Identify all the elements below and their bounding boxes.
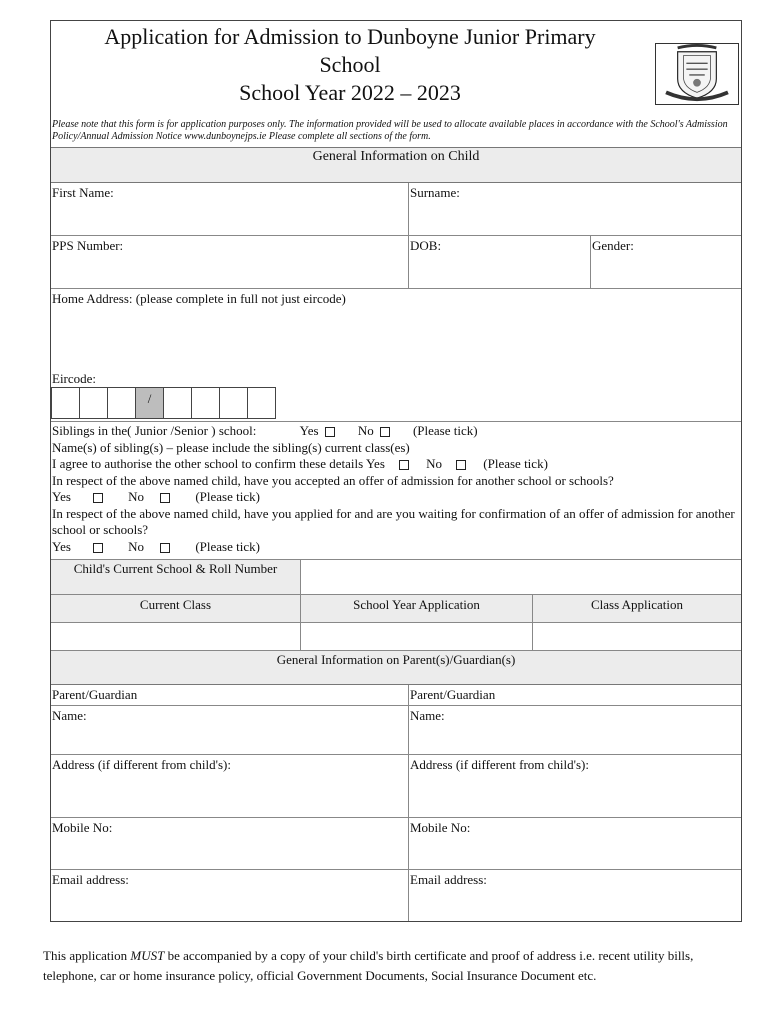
eircode-box[interactable]	[107, 387, 136, 419]
parent2-name-field[interactable]	[408, 706, 741, 754]
parent1-name-field[interactable]	[51, 706, 408, 754]
child-section-heading: General Information on Child	[51, 147, 741, 183]
siblings-no-label: No	[357, 423, 374, 438]
siblings-label: Siblings in the( Junior /Senior ) school:	[52, 423, 257, 438]
accepted-yes-label: Yes	[52, 489, 71, 504]
parent1-mobile-label: Mobile No:	[52, 820, 113, 835]
gender-label: Gender:	[592, 238, 634, 253]
class-values-row	[51, 623, 741, 651]
accepted-no-label: No	[128, 489, 145, 504]
waiting-offer-question: In respect of the above named child, have you applied for and are you waiting for confirmation of an offer of admission for another school or schools?	[52, 505, 735, 537]
parent-mobile-row	[51, 818, 741, 870]
eircode-separator: /	[135, 387, 164, 419]
please-tick-note: (Please tick)	[483, 456, 548, 471]
home-address-field[interactable]	[51, 289, 741, 369]
title-line-1: Application for Admission to Dunboyne Junior Primary	[104, 24, 596, 49]
accepted-yes-checkbox[interactable]	[93, 493, 103, 503]
parent2-address-label: Address (if different from child's):	[410, 757, 589, 772]
parent-name-row	[51, 706, 741, 755]
parent-address-row	[51, 755, 741, 818]
admission-form	[50, 20, 742, 922]
eircode-box[interactable]	[191, 387, 220, 419]
school-crest-icon	[655, 43, 739, 105]
current-school-label: Child's Current School & Roll Number	[51, 560, 300, 594]
eircode-box[interactable]	[51, 387, 80, 419]
parent2-email-field[interactable]	[408, 870, 741, 921]
authorise-no-checkbox[interactable]	[456, 460, 466, 470]
pps-row	[51, 236, 741, 289]
parent2-mobile-field[interactable]	[408, 818, 741, 869]
authorise-no-label: No	[426, 456, 443, 471]
class-application-header: Class Application	[532, 595, 741, 622]
eircode-box[interactable]	[163, 387, 192, 419]
sibling-names-line: Name(s) of sibling(s) – please include the sibling(s) current class(es)	[52, 439, 410, 455]
siblings-line	[52, 423, 741, 440]
form-note: Please note that this form is for application purposes only. The information provided will be used to allocate available places in accordance with the School's Admission Policy/Annual Admission Notice www.dunboynejps.ie Please complete all sections of the form.	[52, 119, 728, 142]
parent1-email-label: Email address:	[52, 872, 129, 887]
siblings-section	[51, 422, 741, 559]
authorise-line	[52, 456, 741, 473]
school-year-application-header: School Year Application	[300, 595, 532, 622]
please-tick-note: (Please tick)	[412, 423, 478, 438]
school-year-application-field[interactable]	[300, 623, 532, 650]
parent1-address-field[interactable]	[51, 755, 408, 817]
name-row	[51, 183, 741, 236]
home-address-label: Home Address: (please complete in full not just eircode)	[52, 291, 346, 306]
footer-text-before: This application	[43, 948, 131, 963]
current-school-field[interactable]	[300, 560, 741, 594]
please-tick-note: (Please tick)	[195, 538, 260, 554]
parent1-address-label: Address (if different from child's):	[52, 757, 231, 772]
siblings-yes-label: Yes	[299, 423, 319, 438]
title-line-2: School	[319, 52, 381, 77]
waiting-no-label: No	[128, 538, 145, 554]
eircode-label: Eircode:	[52, 371, 97, 386]
waiting-yes-label: Yes	[52, 538, 71, 554]
class-application-field[interactable]	[532, 623, 741, 650]
parent-guardian-label-2: Parent/Guardian	[408, 685, 741, 705]
parent-guardian-label-1: Parent/Guardian	[52, 687, 138, 702]
eircode-box[interactable]	[247, 387, 276, 419]
class-header-row	[51, 595, 741, 623]
waiting-yes-checkbox[interactable]	[93, 543, 103, 553]
dob-field[interactable]	[408, 236, 590, 288]
parent1-name-label: Name:	[52, 708, 87, 723]
eircode-box[interactable]	[79, 387, 108, 419]
authorise-yes-checkbox[interactable]	[399, 460, 409, 470]
title-line-3: School Year 2022 – 2023	[239, 80, 461, 105]
first-name-field[interactable]	[51, 183, 408, 235]
authorise-yes-label: Yes	[365, 456, 385, 471]
footer-must: MUST	[130, 948, 165, 963]
accepted-offer-options	[52, 489, 741, 506]
surname-field[interactable]	[408, 183, 741, 235]
address-row	[51, 289, 741, 422]
parent2-mobile-label: Mobile No:	[410, 820, 471, 835]
authorise-label: I agree to authorise the other school to confirm these details	[52, 456, 364, 471]
footer-note	[43, 946, 735, 986]
parent-section-heading: General Information on Parent(s)/Guardian(s)	[51, 651, 741, 685]
parent-email-row	[51, 870, 741, 921]
parent2-address-field[interactable]	[408, 755, 741, 817]
siblings-yes-checkbox[interactable]	[325, 427, 335, 437]
current-school-row	[51, 559, 741, 595]
accepted-no-checkbox[interactable]	[160, 493, 170, 503]
page-title	[51, 23, 649, 107]
please-tick-note: (Please tick)	[195, 489, 260, 504]
first-name-label: First Name:	[52, 185, 114, 200]
parent2-name-label: Name:	[410, 708, 445, 723]
eircode-box[interactable]	[219, 387, 248, 419]
parent1-mobile-field[interactable]	[51, 818, 408, 869]
gender-field[interactable]	[590, 236, 741, 288]
parent2-email-label: Email address:	[410, 872, 487, 887]
current-class-field[interactable]	[51, 623, 300, 650]
pps-field[interactable]	[51, 236, 408, 288]
accepted-offer-question: In respect of the above named child, have you accepted an offer of admission for another school or schools?	[52, 472, 614, 488]
form-header	[51, 21, 741, 117]
parent1-email-field[interactable]	[51, 870, 408, 921]
pps-label: PPS Number:	[52, 238, 124, 253]
eircode-boxes[interactable]	[52, 387, 741, 419]
dob-label: DOB:	[410, 238, 442, 253]
waiting-offer-options	[52, 539, 741, 556]
siblings-no-checkbox[interactable]	[380, 427, 390, 437]
surname-label: Surname:	[410, 185, 460, 200]
current-class-header: Current Class	[139, 597, 212, 612]
parent-guardian-row	[51, 685, 741, 706]
waiting-no-checkbox[interactable]	[160, 543, 170, 553]
footer-text-after: be accompanied by a copy of your child's birth certificate and proof of address i.e. recent utility bills, telephone, car or home insurance policy, official Government Documents, Social Insurance Document etc.	[43, 948, 694, 983]
